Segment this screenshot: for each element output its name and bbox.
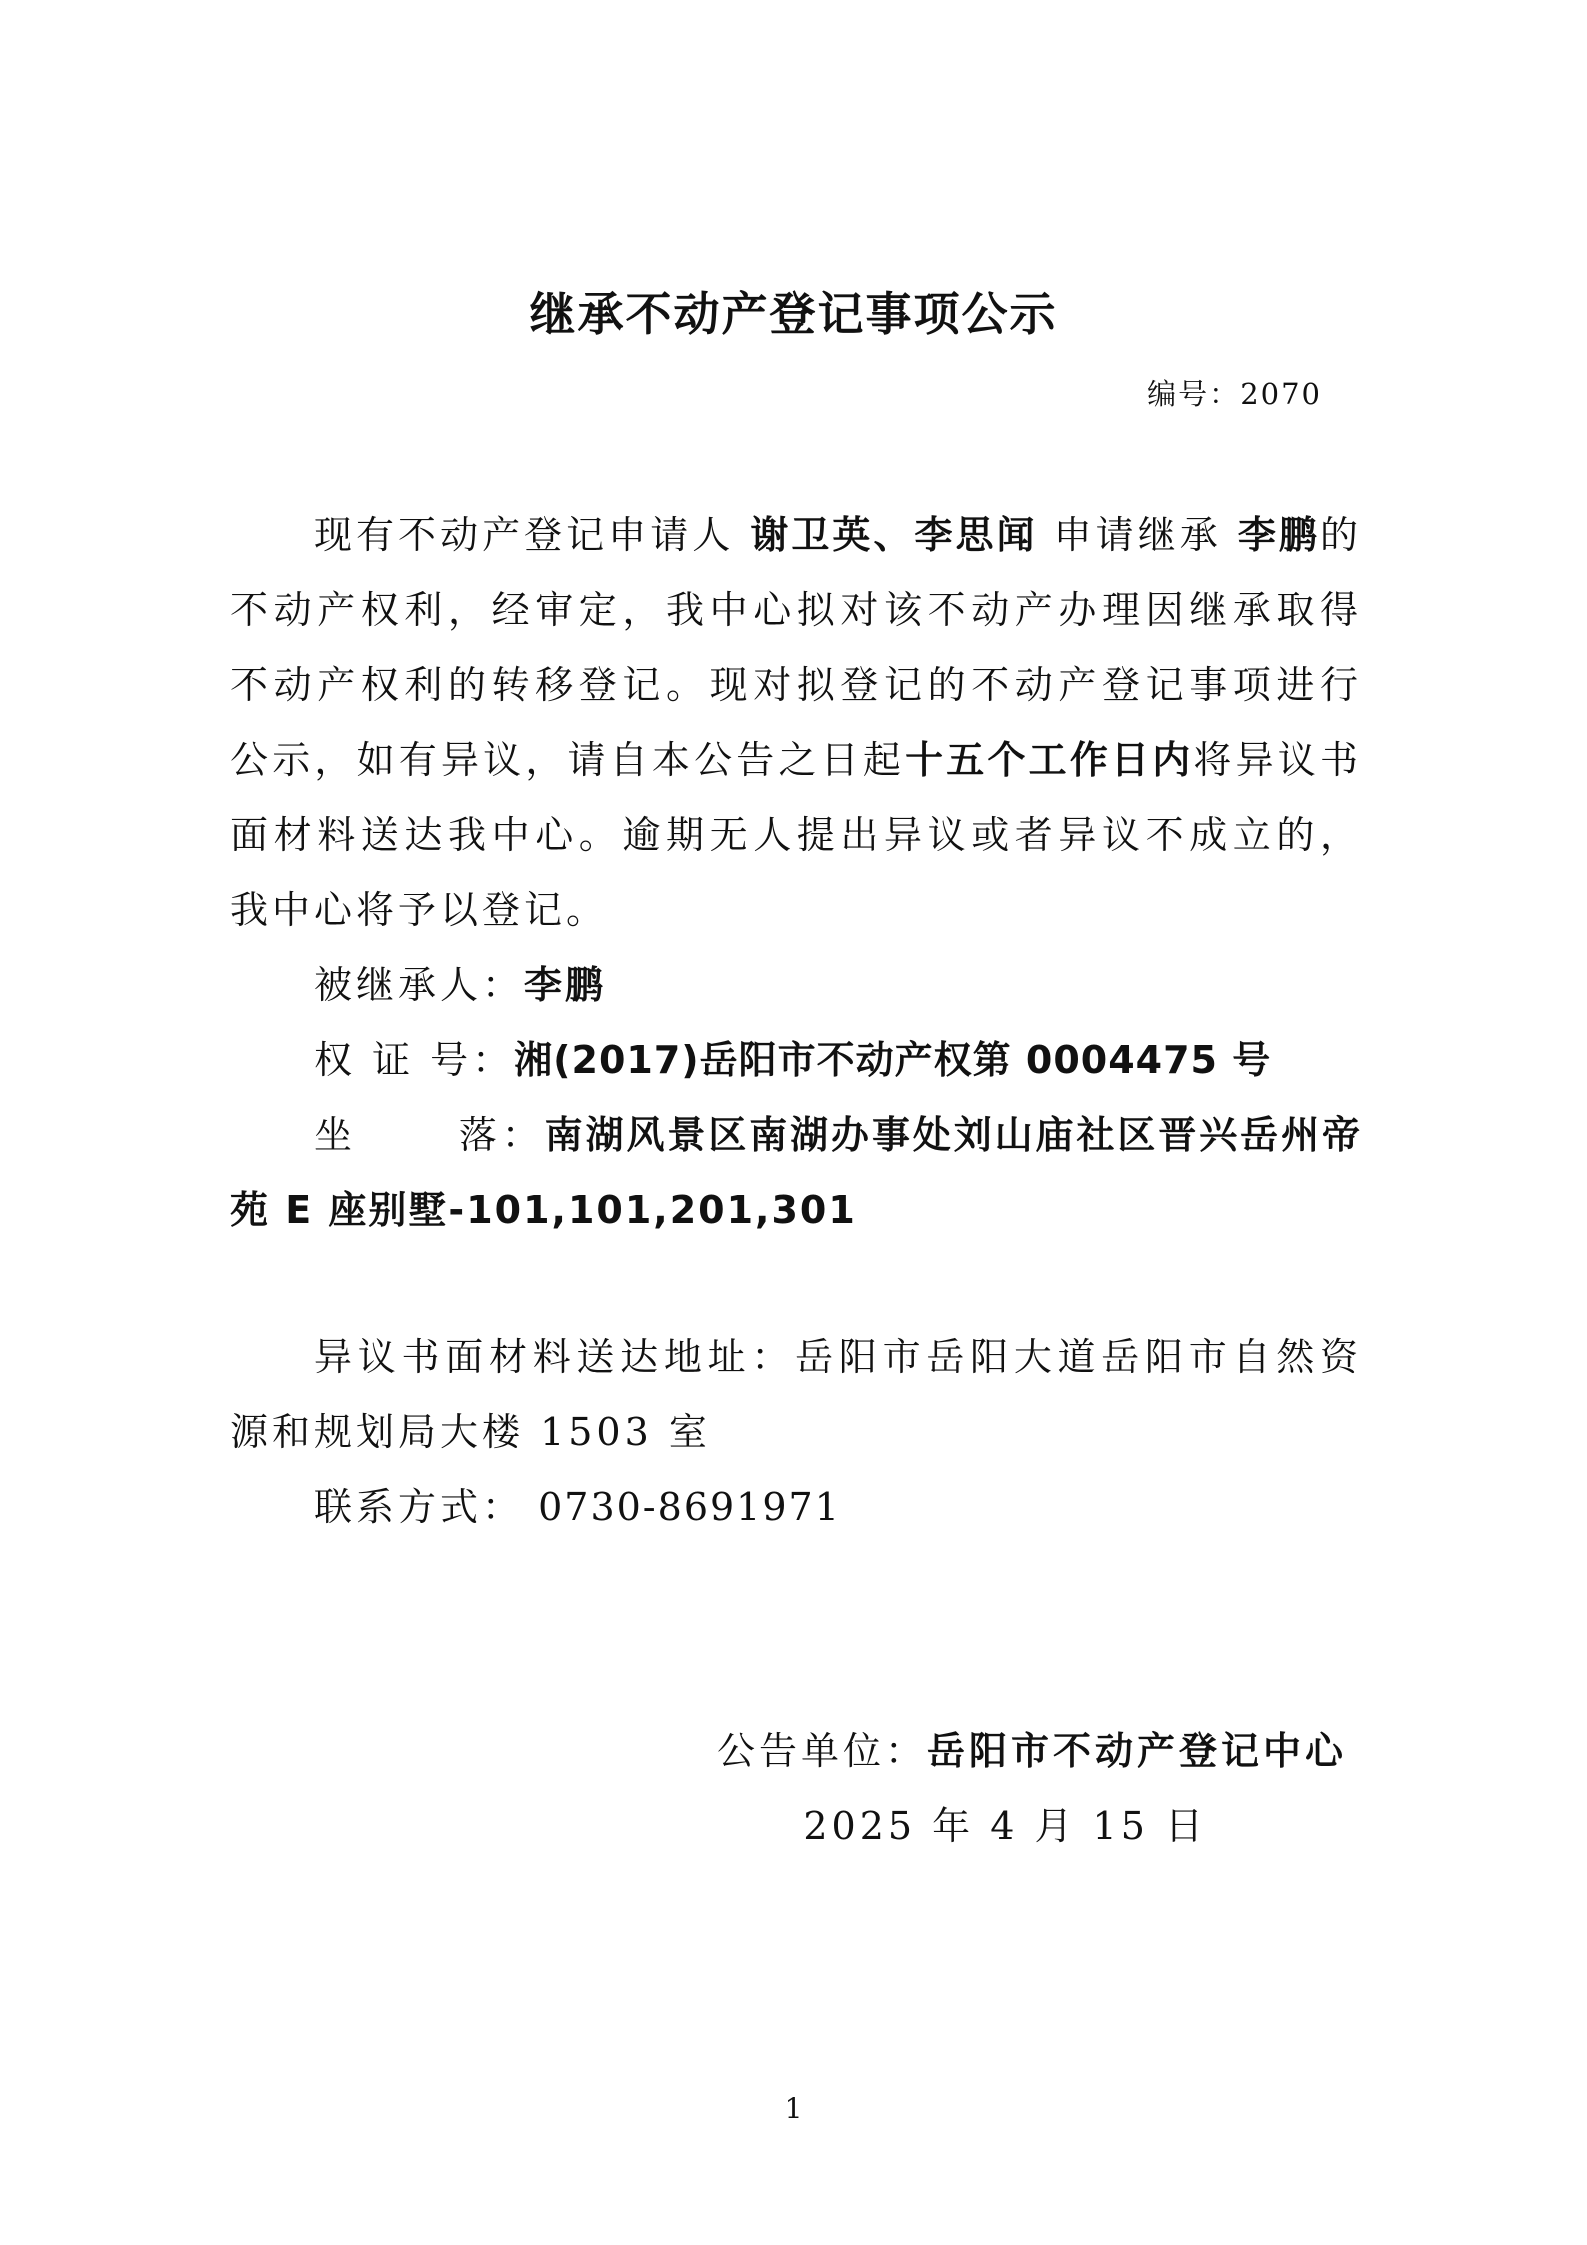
objection-deadline: 十五个工作日内 (905, 738, 1194, 782)
location-value: 南湖风景区南湖办事处刘山庙社区晋兴岳州帝苑 E 座别墅-101,101,201,301 (230, 1113, 1362, 1232)
location-field (230, 1098, 1362, 1248)
document-number (1147, 372, 1322, 413)
certificate-label: 权 证 号： (314, 1038, 515, 1082)
decedent-value: 李鹏 (524, 963, 607, 1007)
contact-value: 0730-8691971 (524, 1485, 841, 1529)
section-gap (230, 1248, 1362, 1320)
decedent-field (230, 948, 1362, 1023)
notice-body (230, 498, 1362, 1545)
issuer-label: 公告单位： (716, 1729, 927, 1773)
intro-paragraph (230, 498, 1362, 948)
certificate-value: 湘(2017)岳阳市不动产权第 0004475 号 (514, 1038, 1272, 1082)
document-title: 继承不动产登记事项公示 (529, 287, 1058, 341)
decedent-label: 被继承人： (314, 963, 525, 1007)
notice-date: 2025 年 4 月 15 日 (803, 1804, 1207, 1848)
intro-text-1: 现有不动产登记申请人 (314, 513, 735, 557)
document-number-value: 2070 (1240, 377, 1322, 411)
issuer-value: 岳阳市不动产登记中心 (926, 1729, 1347, 1773)
page-number: 1 (784, 2092, 803, 2125)
issuer-line (717, 1720, 1347, 1775)
intro-text-4: 将异议书面材料送达我中心。逾期无人提出异议或者异议不成立的，我中心将予以登记。 (230, 738, 1362, 932)
contact-field (230, 1470, 1362, 1545)
objection-address-label: 异议书面材料送达地址： (314, 1335, 796, 1379)
objection-address (230, 1320, 1362, 1470)
document-number-label: 编号： (1147, 377, 1241, 411)
objection-address-value: 岳阳市岳阳大道岳阳市自然资源和规划局大楼 1503 室 (230, 1335, 1362, 1454)
certificate-field (230, 1023, 1362, 1098)
contact-label: 联系方式： (314, 1485, 525, 1529)
intro-text-2: 申请继承 (1053, 513, 1222, 557)
decedent-name-inline: 李鹏 (1237, 513, 1320, 557)
applicant-names: 谢卫英、李思闻 (750, 513, 1038, 557)
intro-text-3: 的不动产权利，经审定，我中心拟对该不动产办理因继承取得不动产权利的转移登记。现对拟登记的不动产登记事项进行公示，如有异议，请自本公告之日起 (230, 513, 1362, 782)
location-label: 坐 落： (314, 1113, 545, 1157)
